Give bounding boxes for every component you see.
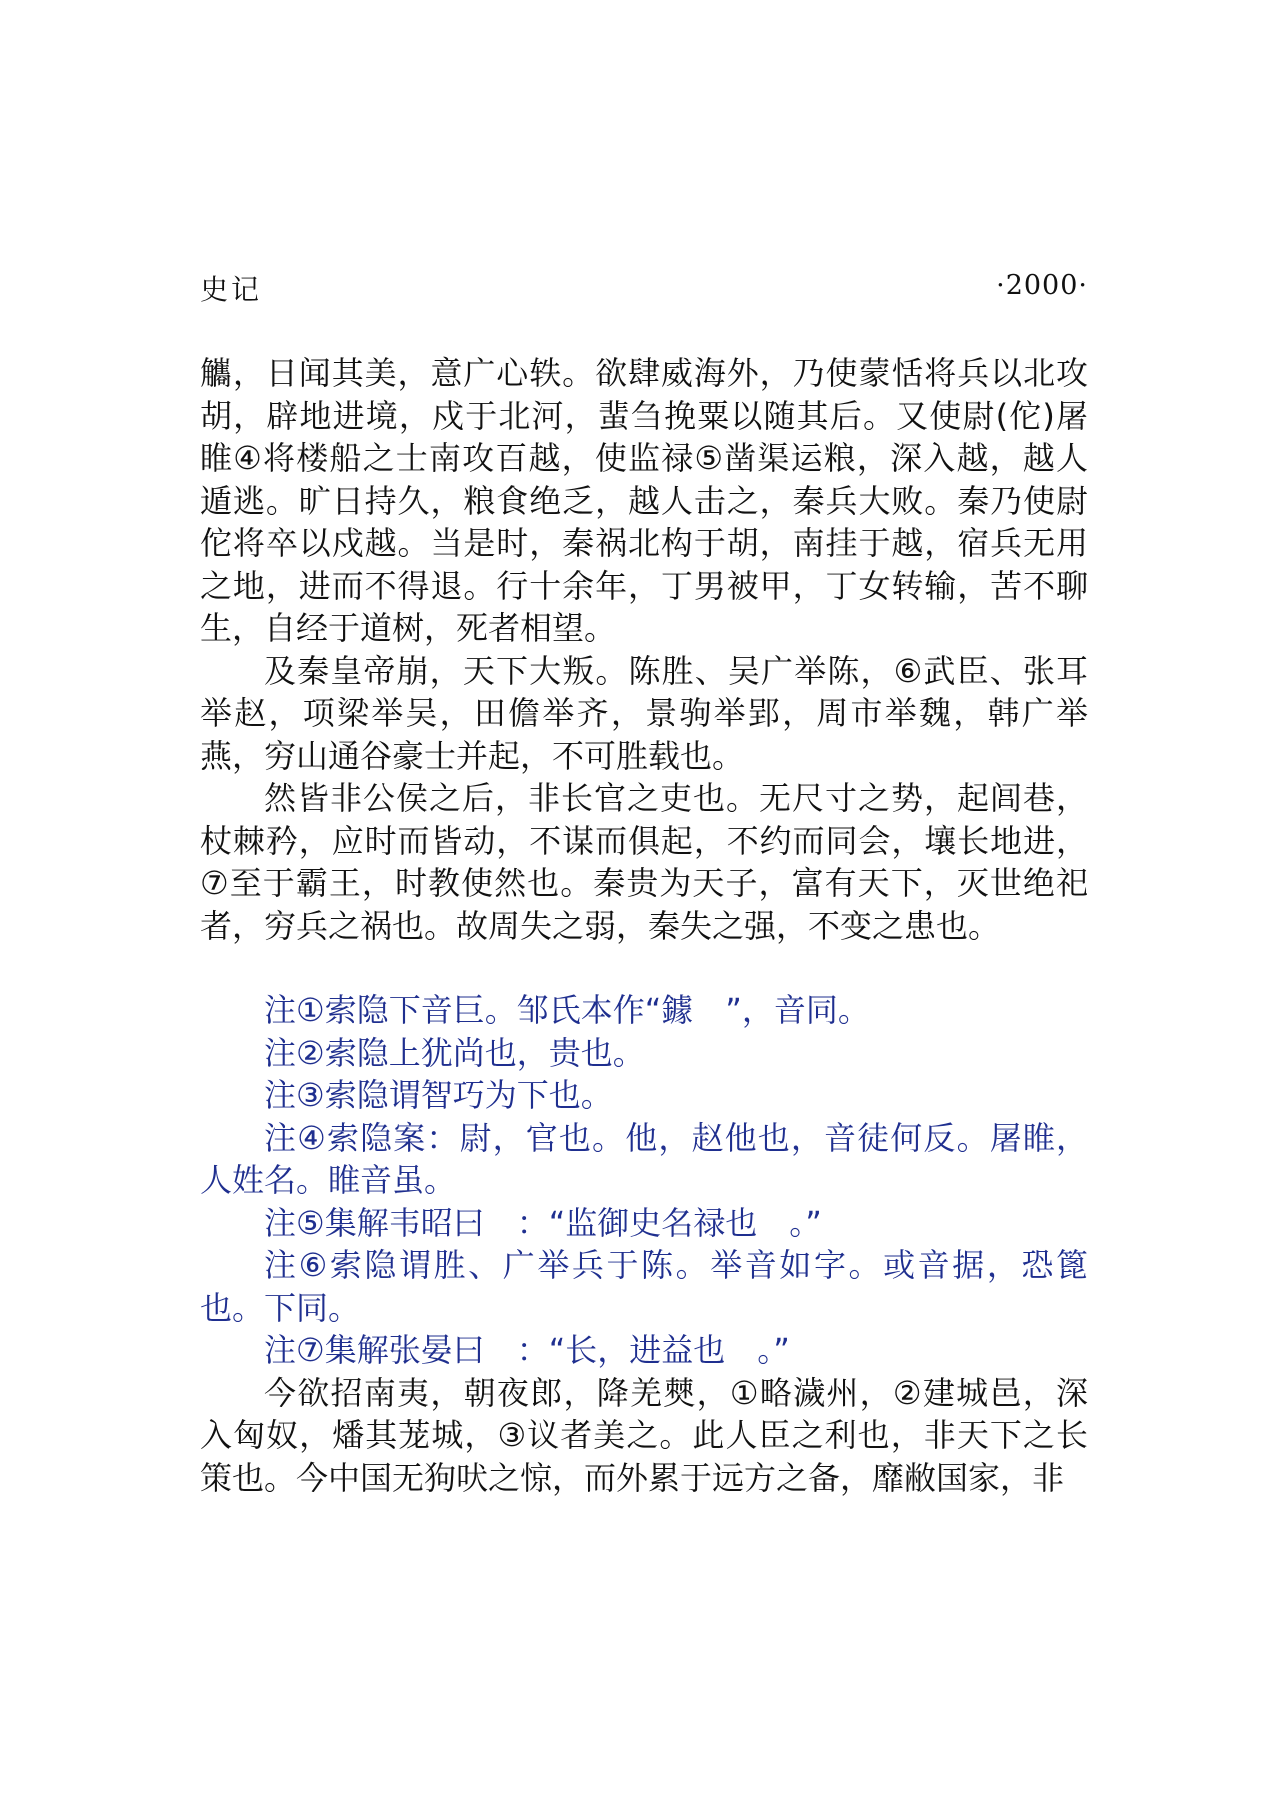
- paragraph: 然皆非公侯之后，非长官之吏也。无尺寸之势，起闾巷，杖棘矜，应时而皆动，不谋而俱起，不约而同会，壤长地进，⑦至于霸王，时教使然也。秦贵为天子，富有天下，灭世绝祀者，穷兵之祸也。故周失之弱，秦失之强，不变之患也。: [200, 779, 1088, 945]
- paragraph: 觿，日闻其美，意广心轶。欲肆威海外，乃使蒙恬将兵以北攻胡，辟地进境，戍于北河，蜚刍挽粟以随其后。又使尉(佗)屠睢④将楼船之士南攻百越，使监禄⑤凿渠运粮，深入越，越人遁逃。旷日持久，粮食绝乏，越人击之，秦兵大败。秦乃使尉佗将卒以戍越。当是时，秦祸北构于胡，南挂于越，宿兵无用之地，进而不得退。行十余年，丁男被甲，丁女转输，苦不聊生，自经于道树，死者相望。: [200, 354, 1088, 647]
- paragraph: 及秦皇帝崩，天下大叛。陈胜、吴广举陈，⑥武臣、张耳举赵，项梁举吴，田儋举齐，景驹举郢，周市举魏，韩广举燕，穷山通谷豪士并起，不可胜载也。: [200, 651, 1088, 775]
- body-text: [200, 352, 1088, 1499]
- footnote: 注⑤集解韦昭曰 ：“监御史名禄也 。”: [264, 1203, 822, 1242]
- footnote: 注④索隐案：尉，官也。他，赵他也，音徒何反。屠睢，人姓名。睢音虽。: [200, 1118, 1088, 1199]
- paragraph: 今欲招南夷，朝夜郎，降羌僰，①略濊州，②建城邑，深入匈奴，燔其茏城，③议者美之。此人臣之利也，非天下之长策也。今中国无狗吠之惊，而外累于远方之备，靡敝国家，非: [200, 1373, 1088, 1497]
- footnote: 注⑦集解张晏曰 ：“长，进益也 。”: [264, 1331, 790, 1369]
- book-title: 史记: [200, 273, 263, 306]
- page-header: [200, 268, 1088, 312]
- footnote: 注③索隐谓智巧为下也。: [264, 1076, 613, 1114]
- footnote: 注①索隐下音巨。邹氏本作“鐻 ”，音同。: [264, 991, 870, 1029]
- footnote: 注⑥索隐谓胜、广举兵于陈。举音如字。或音据，恐篦也。下同。: [200, 1246, 1088, 1327]
- page-number: ·2000·: [996, 270, 1088, 301]
- section-gap: [200, 947, 1088, 989]
- footnote: 注②索隐上犹尚也，贵也。: [264, 1033, 645, 1072]
